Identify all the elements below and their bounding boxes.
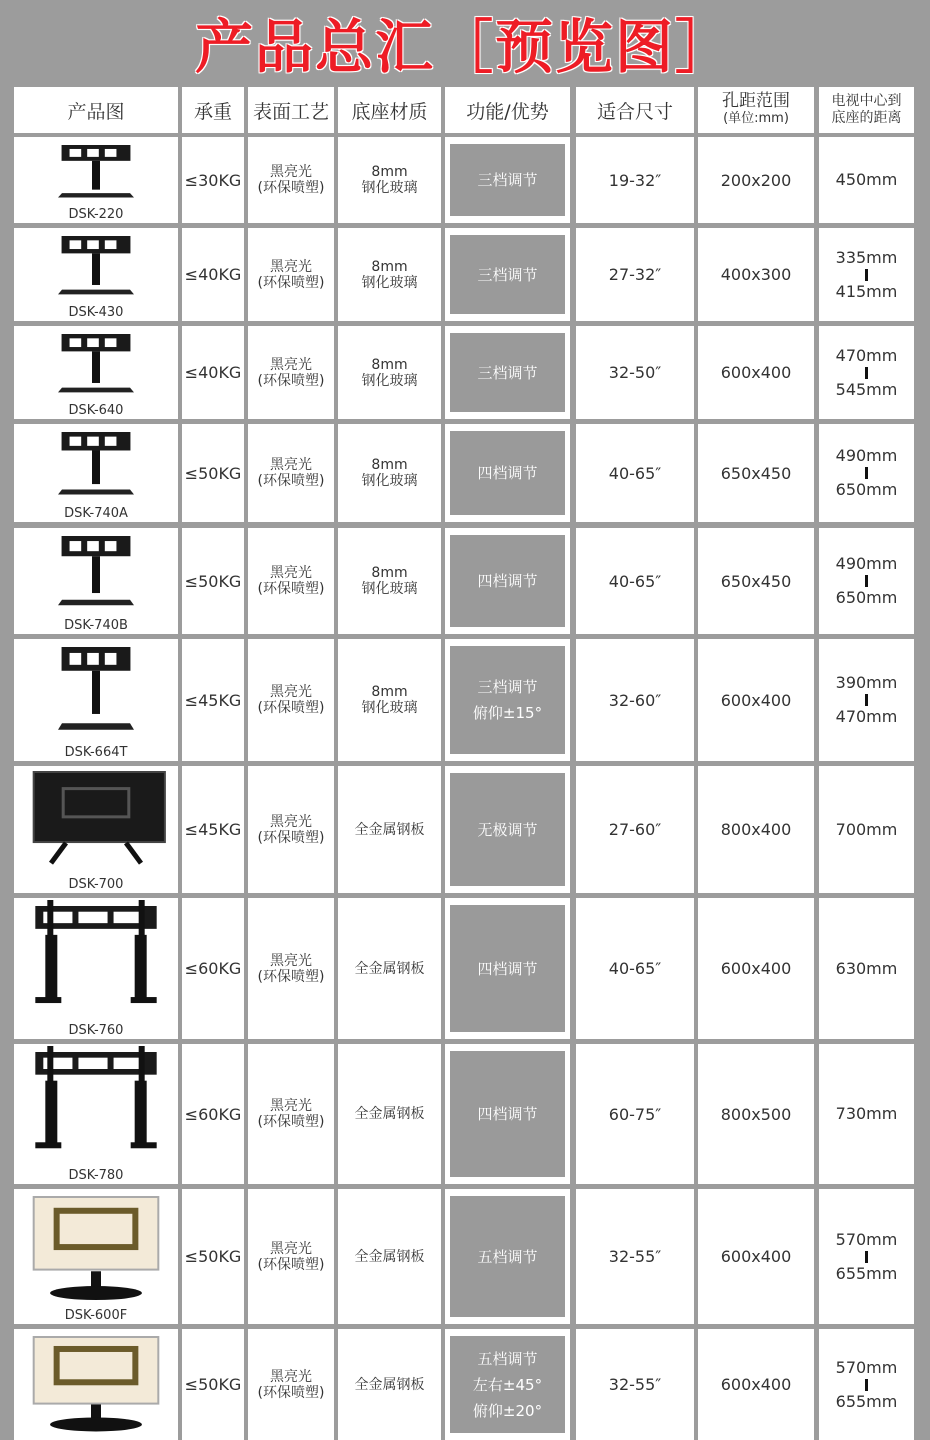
distance-value: 415mm <box>835 281 898 301</box>
model-number: DSK-220 <box>68 207 124 222</box>
row-2-surface <box>248 228 334 321</box>
hole-spacing: 600x400 <box>720 1247 792 1266</box>
row-6-surface <box>248 639 334 761</box>
row-8-size <box>576 898 694 1039</box>
row-10-hole <box>698 1189 814 1324</box>
base-material: 8mm <box>371 457 408 473</box>
row-1-surface <box>248 137 334 223</box>
row-2-hole <box>698 228 814 321</box>
tv-stand-illustration <box>14 1189 178 1310</box>
row-3-image <box>14 326 178 419</box>
feature-box <box>447 1193 568 1320</box>
surface-finish: 黑亮光 <box>270 684 312 700</box>
model-number: DSK-664T <box>64 745 128 760</box>
load-value: ≤50KG <box>184 1375 242 1394</box>
row-11-base <box>338 1329 441 1440</box>
surface-finish: 黑亮光 <box>270 258 312 275</box>
feature-text: 俯仰±15° <box>472 704 543 722</box>
tv-stand-illustration <box>14 424 178 508</box>
distance-value: 655mm <box>835 1391 898 1411</box>
row-7-feature-cell <box>445 766 570 893</box>
base-material: 8mm <box>371 258 408 275</box>
feature-box <box>447 902 568 1035</box>
surface-finish: 黑亮光 <box>270 356 312 373</box>
feature-box <box>447 643 568 757</box>
row-10-size <box>576 1189 694 1324</box>
feature-text: 三档调节 <box>477 678 538 696</box>
row-6-distance <box>819 639 914 761</box>
row-2-distance <box>819 228 914 321</box>
row-4-hole <box>698 424 814 522</box>
row-10-surface <box>248 1189 334 1324</box>
size-range: 60-75″ <box>608 1104 662 1124</box>
header-load <box>182 87 244 133</box>
feature-box <box>447 428 568 518</box>
base-material: 8mm <box>371 356 408 373</box>
row-10-base <box>338 1189 441 1324</box>
hole-spacing: 600x400 <box>720 363 792 382</box>
load-value: ≤40KG <box>184 363 242 382</box>
row-4-image <box>14 424 178 522</box>
row-8-surface <box>248 898 334 1039</box>
row-11-load <box>182 1329 244 1440</box>
row-3-distance <box>819 326 914 419</box>
hole-spacing: 600x400 <box>720 1375 792 1394</box>
row-11-image <box>14 1329 178 1440</box>
load-value: ≤50KG <box>184 1247 242 1266</box>
base-material-detail: 钢化玻璃 <box>361 372 418 389</box>
feature-text: 四档调节 <box>477 959 538 978</box>
header-surface-label: 表面工艺 <box>252 100 329 123</box>
row-2-load <box>182 228 244 321</box>
surface-finish: 黑亮光 <box>270 457 312 473</box>
row-3-base <box>338 326 441 419</box>
surface-finish: 黑亮光 <box>270 1098 312 1114</box>
size-range: 32-60″ <box>608 690 662 710</box>
feature-text: 三档调节 <box>477 171 538 189</box>
model-number: DSK-640 <box>68 403 124 418</box>
row-8-distance <box>819 898 914 1039</box>
surface-note: (环保喷塑) <box>257 274 325 291</box>
feature-box <box>447 141 568 219</box>
row-9-size <box>576 1044 694 1184</box>
row-4-base <box>338 424 441 522</box>
size-range: 40-65″ <box>608 463 662 483</box>
load-value: ≤50KG <box>184 571 242 591</box>
header-distance <box>819 87 914 133</box>
feature-text: 四档调节 <box>477 1105 538 1123</box>
row-9-surface <box>248 1044 334 1184</box>
hole-spacing: 650x450 <box>720 463 792 483</box>
row-4-load <box>182 424 244 522</box>
row-7-load <box>182 766 244 893</box>
row-10-feature-cell <box>445 1189 570 1324</box>
hole-spacing: 650x450 <box>720 571 792 591</box>
row-7-image <box>14 766 178 893</box>
row-3-size <box>576 326 694 419</box>
hole-spacing: 800x400 <box>720 820 792 839</box>
surface-note: (环保喷塑) <box>257 1256 325 1273</box>
row-5-distance <box>819 528 914 634</box>
feature-text: 左右±45° <box>472 1375 543 1394</box>
row-8-feature-cell <box>445 898 570 1039</box>
size-range: 32-55″ <box>608 1375 662 1394</box>
distance-value: 650mm <box>835 588 898 607</box>
surface-finish: 黑亮光 <box>270 813 312 830</box>
surface-finish: 黑亮光 <box>270 1240 312 1257</box>
base-material: 8mm <box>371 565 408 581</box>
distance-value: 630mm <box>835 958 898 978</box>
row-6-load <box>182 639 244 761</box>
row-1-feature-cell <box>445 137 570 223</box>
row-8-load <box>182 898 244 1039</box>
row-1-base <box>338 137 441 223</box>
row-2-feature-cell <box>445 228 570 321</box>
tv-stand-illustration <box>14 1329 178 1440</box>
row-1-distance <box>819 137 914 223</box>
model-number: DSK-760 <box>68 1023 124 1038</box>
distance-value: 655mm <box>835 1263 898 1283</box>
row-3-feature-cell <box>445 326 570 419</box>
row-8-hole <box>698 898 814 1039</box>
row-3-load <box>182 326 244 419</box>
row-5-surface <box>248 528 334 634</box>
row-3-hole <box>698 326 814 419</box>
size-range: 40-65″ <box>608 571 662 591</box>
header-hole-label: 孔距范围 <box>722 91 790 111</box>
feature-text: 五档调节 <box>477 1247 538 1266</box>
size-range: 27-32″ <box>608 265 662 284</box>
row-11-hole <box>698 1329 814 1440</box>
feature-box <box>447 232 568 317</box>
distance-value: 390mm <box>835 673 898 692</box>
surface-note: (环保喷塑) <box>257 700 325 716</box>
tv-stand-illustration <box>14 898 178 1025</box>
feature-text: 三档调节 <box>477 363 538 382</box>
row-9-distance <box>819 1044 914 1184</box>
row-7-size <box>576 766 694 893</box>
surface-finish: 黑亮光 <box>270 164 312 180</box>
base-material-detail: 钢化玻璃 <box>361 180 418 196</box>
base-material: 全金属钢板 <box>354 1376 425 1393</box>
base-material-detail: 钢化玻璃 <box>361 473 418 489</box>
tv-stand-illustration <box>14 326 178 405</box>
row-4-surface <box>248 424 334 522</box>
row-5-base <box>338 528 441 634</box>
size-range: 32-50″ <box>608 363 662 382</box>
header-base <box>338 87 441 133</box>
row-10-image <box>14 1189 178 1324</box>
base-material: 全金属钢板 <box>354 821 425 838</box>
row-9-load <box>182 1044 244 1184</box>
row-5-load <box>182 528 244 634</box>
distance-value: 335mm <box>835 247 898 267</box>
base-material-detail: 钢化玻璃 <box>361 581 418 597</box>
distance-value: 570mm <box>835 1357 898 1377</box>
row-11-feature-cell <box>445 1329 570 1440</box>
feature-box <box>447 1333 568 1436</box>
base-material-detail: 钢化玻璃 <box>361 700 418 716</box>
hole-spacing: 200x200 <box>720 170 792 190</box>
row-6-base <box>338 639 441 761</box>
distance-value: 730mm <box>835 1104 898 1123</box>
surface-note: (环保喷塑) <box>257 1384 325 1401</box>
row-1-image <box>14 137 178 223</box>
tv-stand-illustration <box>14 137 178 209</box>
base-material: 8mm <box>371 164 408 180</box>
header-distance-line1: 电视中心到 <box>831 93 902 109</box>
header-hole <box>698 87 814 133</box>
surface-note: (环保喷塑) <box>257 829 325 846</box>
load-value: ≤60KG <box>184 959 242 978</box>
model-number: DSK-740B <box>64 618 128 633</box>
distance-value: 545mm <box>835 379 898 399</box>
surface-finish: 黑亮光 <box>270 952 312 969</box>
distance-value: 570mm <box>835 1229 898 1249</box>
row-8-base <box>338 898 441 1039</box>
header-image <box>14 87 178 133</box>
row-10-distance <box>819 1189 914 1324</box>
hole-spacing: 600x400 <box>720 959 792 978</box>
header-load-label: 承重 <box>193 100 232 123</box>
load-value: ≤45KG <box>184 820 242 839</box>
surface-note: (环保喷塑) <box>257 372 325 389</box>
surface-note: (环保喷塑) <box>257 180 325 196</box>
row-1-hole <box>698 137 814 223</box>
row-8-image <box>14 898 178 1039</box>
model-number: DSK-780 <box>68 1168 124 1183</box>
row-5-size <box>576 528 694 634</box>
surface-note: (环保喷塑) <box>257 968 325 985</box>
row-11-size <box>576 1329 694 1440</box>
header-distance-line2: 底座的距离 <box>831 110 902 126</box>
page-title: 产品总汇［预览图］ <box>194 13 735 81</box>
feature-box <box>447 770 568 889</box>
size-range: 19-32″ <box>608 170 662 190</box>
distance-value: 470mm <box>835 345 898 365</box>
tv-stand-illustration <box>14 228 178 307</box>
range-divider <box>865 1251 868 1263</box>
row-1-load <box>182 137 244 223</box>
row-2-size <box>576 228 694 321</box>
row-9-feature-cell <box>445 1044 570 1184</box>
base-material: 8mm <box>371 684 408 700</box>
load-value: ≤30KG <box>184 170 242 190</box>
feature-text: 三档调节 <box>477 265 538 284</box>
row-4-distance <box>819 424 914 522</box>
row-9-hole <box>698 1044 814 1184</box>
base-material: 全金属钢板 <box>354 1106 425 1122</box>
row-11-surface <box>248 1329 334 1440</box>
hole-spacing: 600x400 <box>720 690 792 710</box>
header-size <box>576 87 694 133</box>
tv-stand-illustration <box>14 1044 178 1170</box>
surface-note: (环保喷塑) <box>257 1114 325 1130</box>
base-material-detail: 钢化玻璃 <box>361 274 418 291</box>
size-range: 40-65″ <box>608 959 662 978</box>
range-divider <box>865 269 868 281</box>
tv-stand-illustration <box>14 766 178 879</box>
hole-spacing: 800x500 <box>720 1104 792 1124</box>
load-value: ≤60KG <box>184 1104 242 1124</box>
row-5-image <box>14 528 178 634</box>
feature-box <box>447 330 568 415</box>
feature-text: 四档调节 <box>477 572 538 590</box>
row-9-base <box>338 1044 441 1184</box>
row-1-size <box>576 137 694 223</box>
feature-box <box>447 1048 568 1180</box>
size-range: 27-60″ <box>608 820 662 839</box>
row-9-image <box>14 1044 178 1184</box>
distance-value: 490mm <box>835 446 898 465</box>
row-4-size <box>576 424 694 522</box>
base-material: 全金属钢板 <box>354 1248 425 1265</box>
model-number: DSK-430 <box>68 305 124 320</box>
header-image-label: 产品图 <box>67 100 125 123</box>
header-base-label: 底座材质 <box>351 100 428 123</box>
distance-value: 470mm <box>835 707 898 726</box>
row-7-base <box>338 766 441 893</box>
row-3-surface <box>248 326 334 419</box>
range-divider <box>865 367 868 379</box>
load-value: ≤50KG <box>184 463 242 483</box>
base-material: 全金属钢板 <box>354 960 425 977</box>
row-5-feature-cell <box>445 528 570 634</box>
model-number: DSK-600F <box>64 1308 128 1323</box>
hole-spacing: 400x300 <box>720 265 792 284</box>
range-divider <box>865 694 868 706</box>
size-range: 32-55″ <box>608 1247 662 1266</box>
row-2-image <box>14 228 178 321</box>
row-7-surface <box>248 766 334 893</box>
header-size-label: 适合尺寸 <box>596 100 673 123</box>
model-number: DSK-700 <box>68 877 124 892</box>
surface-note: (环保喷塑) <box>257 581 325 597</box>
tv-stand-illustration <box>14 639 178 747</box>
feature-text: 五档调节 <box>477 1349 538 1368</box>
row-6-feature-cell <box>445 639 570 761</box>
distance-value: 490mm <box>835 554 898 573</box>
load-value: ≤40KG <box>184 265 242 284</box>
header-hole-unit: (单位:mm) <box>723 111 789 126</box>
header-feature-label: 功能/优势 <box>466 100 549 123</box>
feature-box <box>447 532 568 630</box>
row-11-distance <box>819 1329 914 1440</box>
feature-text: 俯仰±20° <box>472 1401 543 1420</box>
range-divider <box>865 1379 868 1391</box>
row-7-distance <box>819 766 914 893</box>
range-divider <box>865 467 868 479</box>
row-10-load <box>182 1189 244 1324</box>
surface-note: (环保喷塑) <box>257 473 325 489</box>
distance-value: 700mm <box>835 819 898 839</box>
surface-finish: 黑亮光 <box>270 1368 312 1385</box>
distance-value: 450mm <box>835 170 898 189</box>
feature-text: 无极调节 <box>477 820 538 839</box>
row-6-image <box>14 639 178 761</box>
row-4-feature-cell <box>445 424 570 522</box>
model-number: DSK-740A <box>64 506 128 521</box>
tv-stand-illustration <box>14 528 178 620</box>
feature-text: 四档调节 <box>477 464 538 482</box>
distance-value: 650mm <box>835 480 898 499</box>
header-feature <box>445 87 570 133</box>
load-value: ≤45KG <box>184 690 242 710</box>
row-5-hole <box>698 528 814 634</box>
surface-finish: 黑亮光 <box>270 565 312 581</box>
row-2-base <box>338 228 441 321</box>
row-6-hole <box>698 639 814 761</box>
range-divider <box>865 575 868 587</box>
header-surface <box>248 87 334 133</box>
row-7-hole <box>698 766 814 893</box>
row-6-size <box>576 639 694 761</box>
